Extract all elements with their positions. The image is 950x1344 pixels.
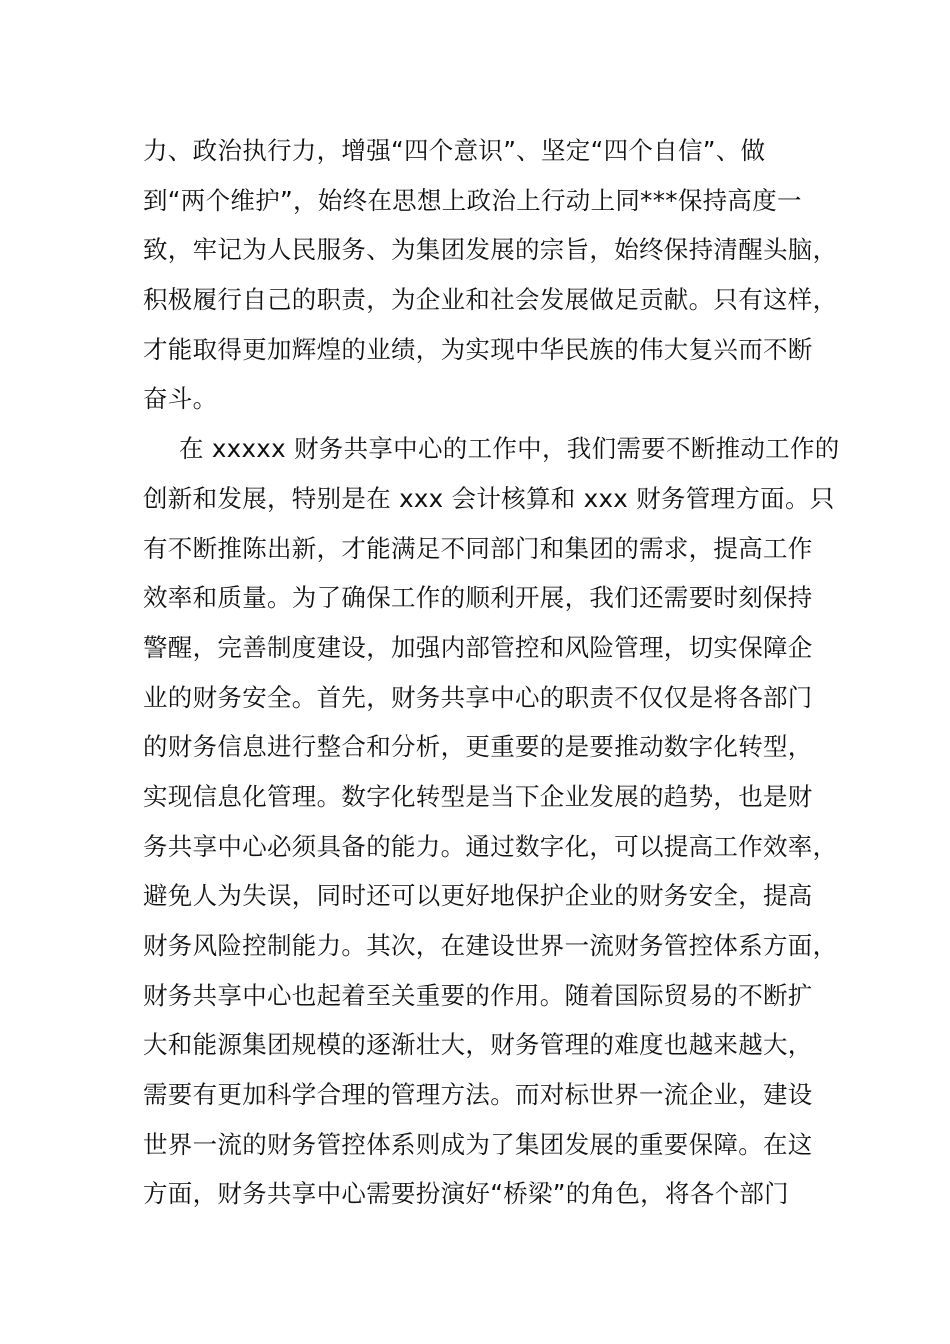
text-line: 业的财务安全。首先，财务共享中心的职责不仅仅是将各部门 — [143, 682, 813, 712]
text-line: 财务共享中心也起着至关重要的作用。随着国际贸易的不断扩 — [143, 980, 813, 1010]
text-line: 大和能源集团规模的逐渐壮大，财务管理的难度也越来越大， — [143, 1030, 813, 1060]
text-line: 世界一流的财务管控体系则成为了集团发展的重要保障。在这 — [143, 1129, 813, 1159]
text-line: 实现信息化管理。数字化转型是当下企业发展的趋势，也是财 — [143, 781, 813, 811]
text-line: 的财务信息进行整合和分析，更重要的是要推动数字化转型， — [143, 732, 813, 762]
text-line: 在 xxxxx 财务共享中心的工作中，我们需要不断推动工作的 — [179, 434, 840, 464]
text-line: 警醒，完善制度建设，加强内部管控和风险管理，切实保障企 — [143, 632, 813, 662]
text-line: 到“两个维护”，始终在思想上政治上行动上同***保持高度一 — [143, 185, 802, 215]
text-line: 财务风险控制能力。其次，在建设世界一流财务管控体系方面， — [143, 931, 838, 960]
paragraph-2 — [143, 424, 840, 1219]
text-line: 力、政治执行力，增强“四个意识”、坚定“四个自信”、做 — [143, 136, 766, 165]
text-line: 避免人为失误，同时还可以更好地保护企业的财务安全，提高 — [143, 881, 813, 911]
paragraph-1 — [143, 126, 838, 424]
text-line: 致，牢记为人民服务、为集团发展的宗旨，始终保持清醒头脑， — [143, 235, 838, 265]
text-line: 需要有更加科学合理的管理方法。而对标世界一流企业，建设 — [143, 1080, 813, 1110]
document-body — [143, 126, 840, 1219]
text-line: 积极履行自己的职责，为企业和社会发展做足贡献。只有这样， — [143, 285, 838, 315]
text-line: 方面，财务共享中心需要扮演好“桥梁”的角色，将各个部门 — [143, 1179, 789, 1209]
text-line: 创新和发展，特别是在 xxx 会计核算和 xxx 财务管理方面。只 — [143, 483, 835, 513]
text-line: 才能取得更加辉煌的业绩，为实现中华民族的伟大复兴而不断 — [143, 334, 813, 364]
text-line: 奋斗。 — [143, 384, 218, 414]
text-line: 效率和质量。为了确保工作的顺利开展，我们还需要时刻保持 — [143, 583, 813, 613]
text-line: 有不断推陈出新，才能满足不同部门和集团的需求，提高工作 — [143, 533, 813, 563]
text-line: 务共享中心必须具备的能力。通过数字化，可以提高工作效率， — [143, 831, 838, 861]
